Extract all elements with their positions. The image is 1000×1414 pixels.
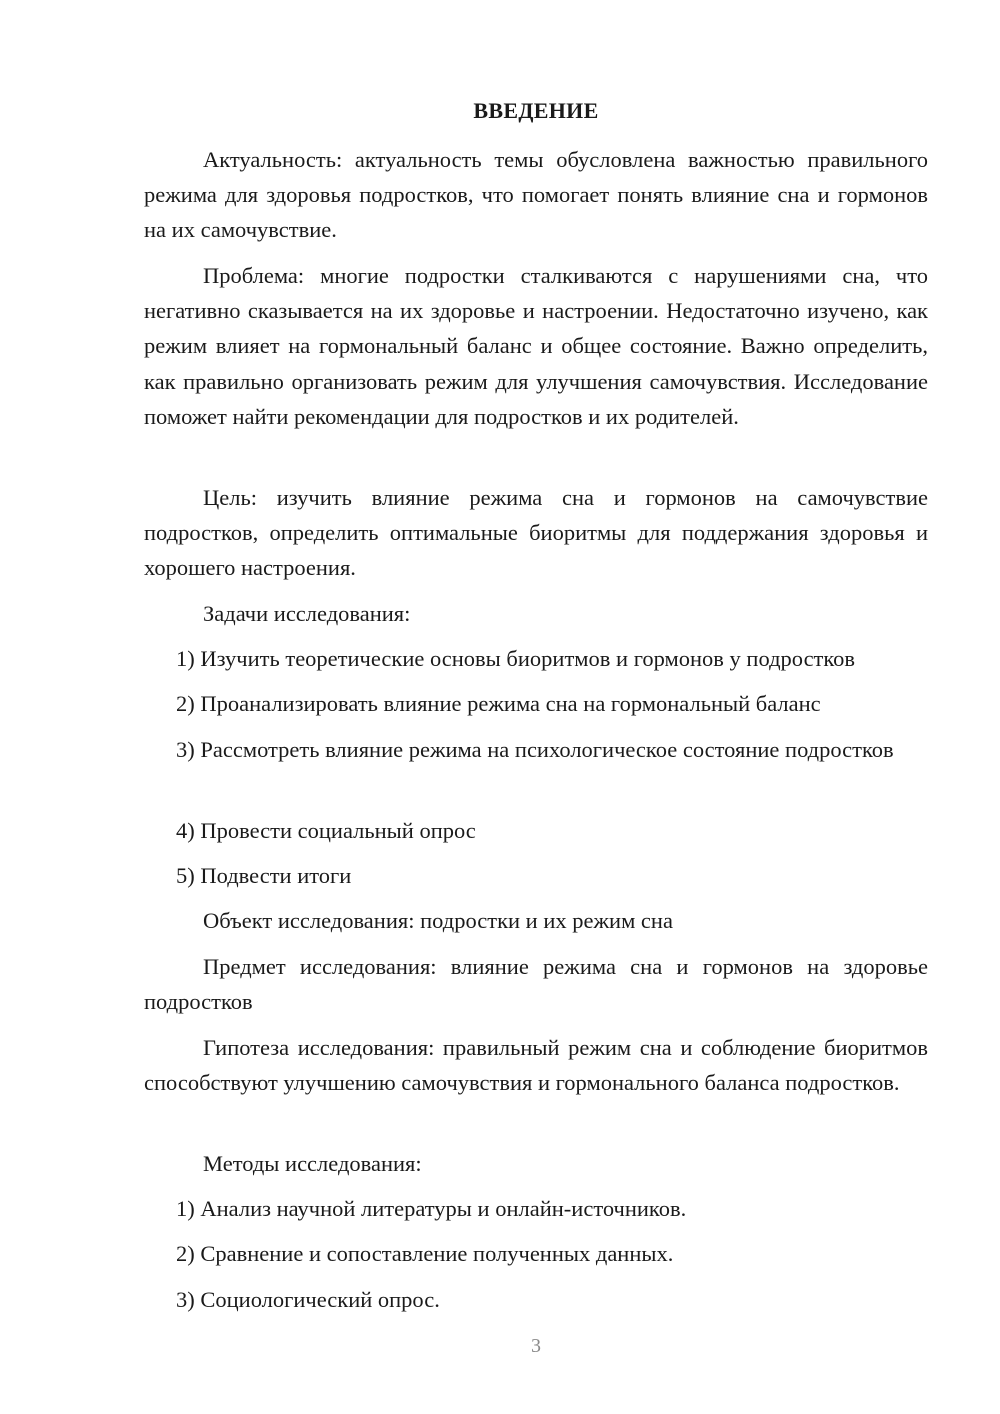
goal-paragraph: Цель: изучить влияние режима сна и гормонов на самочувствие подростков, определить оптимальные биоритмы для поддержания здоровья и хорошего настроения.	[144, 485, 928, 581]
task-item: 5) Подвести итоги	[176, 863, 352, 888]
methods-label: Методы исследования:	[203, 1151, 422, 1176]
hypothesis-paragraph: Гипотеза исследования: правильный режим сна и соблюдение биоритмов способствуют улучшению самочувствия и гормонального баланса подростков.	[144, 1035, 928, 1096]
subject-paragraph: Предмет исследования: влияние режима сна и гормонов на здоровье подростков	[144, 954, 928, 1015]
task-item: 1) Изучить теоретические основы биоритмов и гормонов у подростков	[176, 646, 856, 671]
task-item: 2) Проанализировать влияние режима сна на гормональный баланс	[176, 691, 821, 716]
problem-paragraph: Проблема: многие подростки сталкиваются с нарушениями сна, что негативно сказывается на их здоровье и настроении. Недостаточно изучено, как режим влияет на гормональный баланс и общее состояние. Важно определить, как правильно организовать режим для улучшения самочувствия. Исследование поможет найти рекомендации для подростков и их родителей.	[144, 263, 928, 429]
object-line: Объект исследования: подростки и их режим сна	[203, 908, 673, 933]
task-item: 4) Провести социальный опрос	[176, 818, 476, 843]
relevance-paragraph: Актуальность: актуальность темы обусловлена важностью правильного режима для здоровья подростков, что помогает понять влияние сна и гормонов на их самочувствие.	[144, 147, 928, 243]
method-item: 3) Социологический опрос.	[176, 1287, 440, 1312]
tasks-label: Задачи исследования:	[203, 601, 411, 626]
method-item: 1) Анализ научной литературы и онлайн-источников.	[176, 1196, 687, 1221]
task-item: 3) Рассмотреть влияние режима на психологическое состояние подростков	[176, 737, 894, 762]
method-item: 2) Сравнение и сопоставление полученных данных.	[176, 1241, 674, 1266]
page-number: 3	[531, 1335, 541, 1357]
section-heading: ВВЕДЕНИЕ	[473, 98, 599, 123]
